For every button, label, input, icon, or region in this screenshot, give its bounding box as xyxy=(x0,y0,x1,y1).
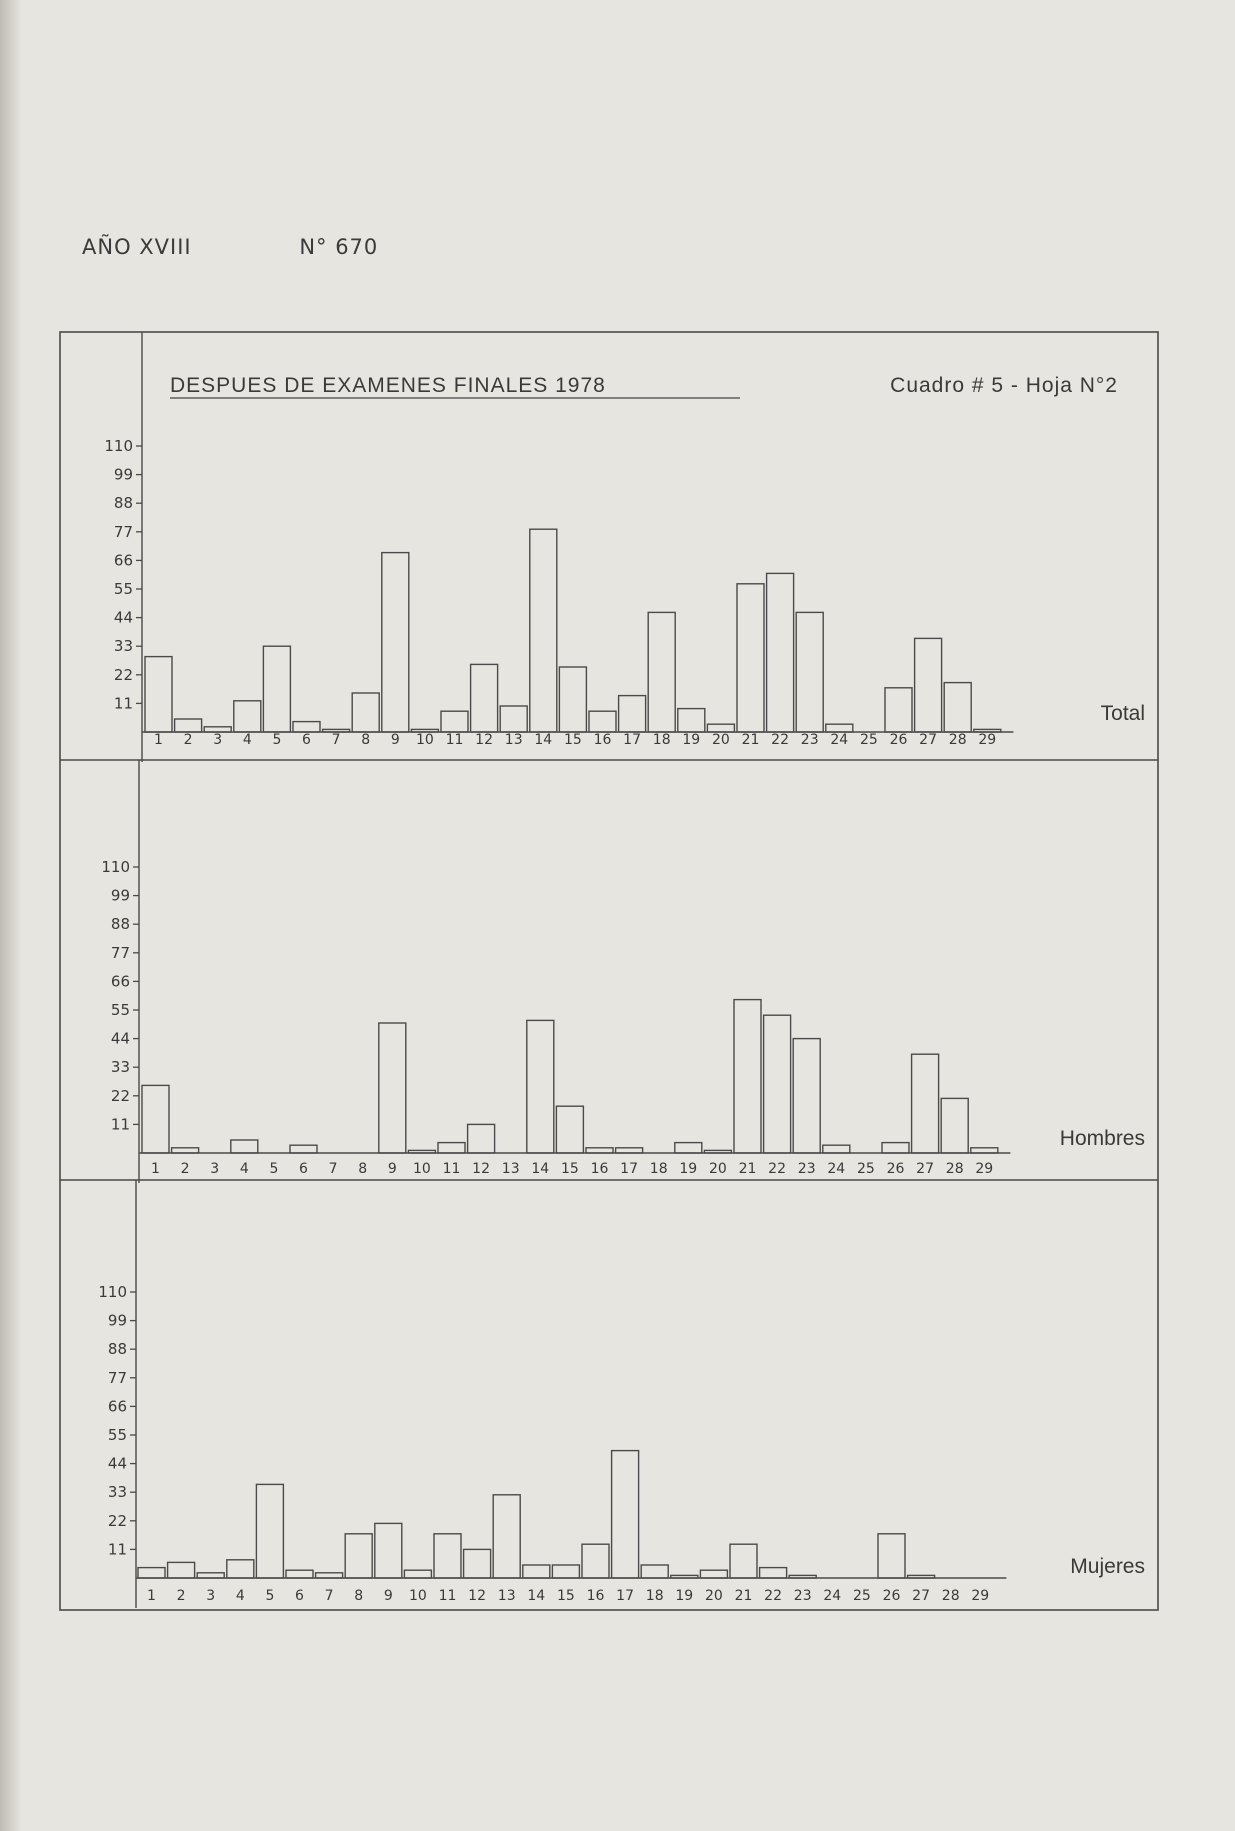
bar xyxy=(671,1575,698,1578)
x-tick-label: 11 xyxy=(438,1588,457,1604)
bar xyxy=(227,1560,254,1578)
bar xyxy=(760,1568,787,1578)
x-tick-label: 2 xyxy=(176,1588,186,1604)
x-tick-label: 3 xyxy=(210,1161,220,1177)
issue-number: N° 670 xyxy=(299,235,379,259)
x-tick-label: 13 xyxy=(504,732,523,748)
x-tick-label: 11 xyxy=(445,732,464,748)
x-tick-label: 27 xyxy=(916,1161,935,1177)
x-tick-label: 23 xyxy=(793,1588,812,1604)
x-tick-label: 24 xyxy=(823,1588,842,1604)
bar xyxy=(523,1565,550,1578)
y-tick-label: 99 xyxy=(113,465,133,484)
x-tick-label: 5 xyxy=(272,732,282,748)
x-tick-label: 29 xyxy=(971,1588,990,1604)
bar xyxy=(256,1484,283,1578)
bar xyxy=(707,724,734,732)
x-tick-label: 7 xyxy=(331,732,341,748)
y-tick-label: 44 xyxy=(113,608,133,627)
x-tick-label: 7 xyxy=(328,1161,338,1177)
chart-panels xyxy=(98,332,1145,1608)
bar xyxy=(700,1570,727,1578)
x-tick-label: 11 xyxy=(442,1161,461,1177)
bar xyxy=(648,612,675,732)
x-tick-label: 10 xyxy=(415,732,434,748)
bar xyxy=(530,529,557,732)
y-tick-label: 11 xyxy=(113,694,133,713)
x-tick-label: 6 xyxy=(299,1161,308,1177)
x-tick-label: 16 xyxy=(593,732,612,748)
bar xyxy=(197,1573,224,1578)
panel-mujeres xyxy=(98,1180,1145,1608)
y-tick-label: 11 xyxy=(107,1540,127,1559)
x-tick-label: 8 xyxy=(354,1588,364,1604)
bar xyxy=(704,1150,731,1153)
x-tick-label: 9 xyxy=(390,732,400,748)
x-tick-label: 18 xyxy=(645,1588,664,1604)
bar xyxy=(352,693,379,732)
x-tick-label: 19 xyxy=(682,732,701,748)
x-tick-label: 17 xyxy=(620,1161,639,1177)
x-tick-label: 15 xyxy=(560,1161,579,1177)
bar xyxy=(885,688,912,732)
x-tick-label: 20 xyxy=(711,732,730,748)
x-tick-label: 8 xyxy=(361,732,371,748)
bar xyxy=(941,1098,968,1153)
x-tick-label: 21 xyxy=(741,732,760,748)
x-tick-label: 4 xyxy=(235,1588,245,1604)
panel-hombres xyxy=(101,760,1145,1183)
bar xyxy=(468,1124,495,1153)
y-tick-label: 22 xyxy=(110,1086,130,1105)
y-tick-label: 99 xyxy=(107,1311,127,1330)
y-tick-label: 88 xyxy=(107,1340,127,1359)
x-tick-label: 12 xyxy=(468,1588,487,1604)
y-tick-label: 11 xyxy=(110,1115,130,1134)
bar xyxy=(231,1140,258,1153)
bar xyxy=(145,657,172,732)
y-tick-label: 110 xyxy=(104,437,133,455)
x-tick-label: 15 xyxy=(563,732,582,748)
bar xyxy=(142,1085,169,1153)
x-tick-label: 5 xyxy=(265,1588,275,1604)
x-tick-label: 28 xyxy=(948,732,967,748)
x-tick-label: 1 xyxy=(147,1588,156,1604)
x-tick-label: 26 xyxy=(886,1161,905,1177)
outer-border xyxy=(60,332,1158,1610)
bar xyxy=(915,638,942,732)
x-tick-label: 15 xyxy=(556,1588,575,1604)
x-tick-label: 2 xyxy=(180,1161,190,1177)
x-tick-label: 26 xyxy=(889,732,908,748)
x-tick-label: 6 xyxy=(302,732,311,748)
x-tick-label: 8 xyxy=(358,1161,368,1177)
bar xyxy=(382,553,409,732)
bar xyxy=(464,1549,491,1578)
y-tick-label: 66 xyxy=(113,551,133,570)
bar xyxy=(379,1023,406,1153)
x-tick-label: 24 xyxy=(827,1161,846,1177)
x-tick-label: 1 xyxy=(154,732,163,748)
bar xyxy=(612,1451,639,1578)
bar xyxy=(172,1148,199,1153)
y-tick-label: 77 xyxy=(113,522,133,541)
x-tick-label: 10 xyxy=(412,1161,431,1177)
bar xyxy=(175,719,202,732)
bar xyxy=(168,1562,195,1578)
bar xyxy=(616,1148,643,1153)
bar xyxy=(293,722,320,732)
bar xyxy=(675,1143,702,1153)
bar xyxy=(552,1565,579,1578)
x-tick-label: 25 xyxy=(856,1161,875,1177)
x-tick-label: 28 xyxy=(945,1161,964,1177)
x-tick-label: 20 xyxy=(708,1161,727,1177)
x-tick-label: 13 xyxy=(497,1588,516,1604)
bar xyxy=(826,724,853,732)
bar xyxy=(678,709,705,732)
x-tick-label: 27 xyxy=(919,732,938,748)
y-tick-label: 66 xyxy=(110,972,130,991)
x-tick-label: 27 xyxy=(912,1588,931,1604)
bar xyxy=(823,1145,850,1153)
bar xyxy=(556,1106,583,1153)
x-tick-label: 2 xyxy=(183,732,193,748)
y-tick-label: 55 xyxy=(107,1426,127,1444)
bar xyxy=(734,1000,761,1153)
bar xyxy=(286,1570,313,1578)
x-tick-label: 22 xyxy=(768,1161,787,1177)
y-tick-label: 77 xyxy=(110,943,130,962)
bar xyxy=(796,612,823,732)
panel-label: Mujeres xyxy=(1070,1555,1145,1578)
x-tick-label: 9 xyxy=(383,1588,393,1604)
x-tick-label: 10 xyxy=(408,1588,427,1604)
bar xyxy=(500,706,527,732)
x-tick-label: 25 xyxy=(852,1588,871,1604)
bar xyxy=(404,1570,431,1578)
bar xyxy=(438,1143,465,1153)
x-tick-label: 22 xyxy=(771,732,790,748)
bar xyxy=(375,1523,402,1578)
x-tick-label: 26 xyxy=(882,1588,901,1604)
bar xyxy=(263,646,290,732)
chart-frame xyxy=(60,332,1158,1610)
bar xyxy=(737,584,764,732)
x-tick-label: 4 xyxy=(242,732,252,748)
y-tick-label: 44 xyxy=(110,1029,130,1048)
bar xyxy=(912,1054,939,1153)
year-label: AÑO XVIII xyxy=(82,235,192,259)
y-tick-label: 55 xyxy=(113,580,133,598)
x-tick-label: 21 xyxy=(734,1588,753,1604)
bar xyxy=(730,1544,757,1578)
y-tick-label: 33 xyxy=(107,1483,127,1502)
bar xyxy=(345,1534,372,1578)
bar xyxy=(290,1145,317,1153)
x-tick-label: 28 xyxy=(941,1588,960,1604)
x-tick-label: 19 xyxy=(679,1161,698,1177)
bar xyxy=(764,1015,791,1153)
x-tick-label: 3 xyxy=(206,1588,216,1604)
x-tick-label: 19 xyxy=(675,1588,694,1604)
chart-subtitle: Cuadro # 5 - Hoja N°2 xyxy=(890,374,1118,397)
bar xyxy=(882,1143,909,1153)
x-tick-label: 14 xyxy=(534,732,553,748)
bar xyxy=(878,1534,905,1578)
x-tick-label: 23 xyxy=(797,1161,816,1177)
x-tick-label: 1 xyxy=(151,1161,160,1177)
panel-label: Hombres xyxy=(1059,1127,1145,1150)
y-tick-label: 88 xyxy=(110,915,130,934)
bar xyxy=(493,1495,520,1578)
bar xyxy=(789,1575,816,1578)
y-tick-label: 66 xyxy=(107,1397,127,1416)
x-tick-label: 16 xyxy=(590,1161,609,1177)
x-tick-label: 17 xyxy=(623,732,642,748)
y-tick-label: 33 xyxy=(113,637,133,656)
bar xyxy=(793,1039,820,1153)
x-tick-label: 20 xyxy=(704,1588,723,1604)
bar xyxy=(408,1150,435,1153)
x-tick-label: 29 xyxy=(975,1161,994,1177)
y-tick-label: 44 xyxy=(107,1454,127,1473)
x-tick-label: 23 xyxy=(800,732,819,748)
y-tick-label: 88 xyxy=(113,494,133,513)
bar xyxy=(944,683,971,732)
bar xyxy=(559,667,586,732)
x-tick-label: 24 xyxy=(830,732,849,748)
bar xyxy=(527,1020,554,1153)
bar xyxy=(971,1148,998,1153)
x-tick-label: 7 xyxy=(324,1588,334,1604)
x-tick-label: 21 xyxy=(738,1161,757,1177)
x-tick-label: 12 xyxy=(472,1161,491,1177)
y-tick-label: 22 xyxy=(107,1511,127,1530)
x-tick-label: 14 xyxy=(531,1161,550,1177)
bar xyxy=(138,1568,165,1578)
x-tick-label: 12 xyxy=(475,732,494,748)
bar xyxy=(908,1575,935,1578)
y-tick-label: 22 xyxy=(113,665,133,684)
x-tick-label: 16 xyxy=(586,1588,605,1604)
bar xyxy=(582,1544,609,1578)
x-tick-label: 29 xyxy=(978,732,997,748)
bar xyxy=(767,573,794,732)
y-tick-label: 110 xyxy=(98,1283,127,1301)
bar xyxy=(586,1148,613,1153)
y-tick-label: 99 xyxy=(110,886,130,905)
y-tick-label: 33 xyxy=(110,1058,130,1077)
x-tick-label: 13 xyxy=(501,1161,520,1177)
x-tick-label: 18 xyxy=(652,732,671,748)
x-tick-label: 18 xyxy=(649,1161,668,1177)
bar xyxy=(316,1573,343,1578)
y-tick-label: 110 xyxy=(101,858,130,876)
x-tick-label: 9 xyxy=(387,1161,397,1177)
x-tick-label: 25 xyxy=(859,732,878,748)
bar xyxy=(471,664,498,732)
x-tick-label: 22 xyxy=(764,1588,783,1604)
bar xyxy=(234,701,261,732)
x-tick-label: 4 xyxy=(239,1161,249,1177)
panel-label: Total xyxy=(1100,702,1145,725)
x-tick-label: 5 xyxy=(269,1161,279,1177)
bar xyxy=(619,696,646,732)
x-tick-label: 3 xyxy=(213,732,223,748)
bar xyxy=(441,711,468,732)
x-tick-label: 17 xyxy=(616,1588,635,1604)
bar xyxy=(589,711,616,732)
bar xyxy=(641,1565,668,1578)
x-tick-label: 14 xyxy=(527,1588,546,1604)
chart-title: DESPUES DE EXAMENES FINALES 1978 xyxy=(170,374,606,397)
bar xyxy=(434,1534,461,1578)
y-tick-label: 55 xyxy=(110,1001,130,1019)
x-tick-label: 6 xyxy=(295,1588,304,1604)
y-tick-label: 77 xyxy=(107,1368,127,1387)
